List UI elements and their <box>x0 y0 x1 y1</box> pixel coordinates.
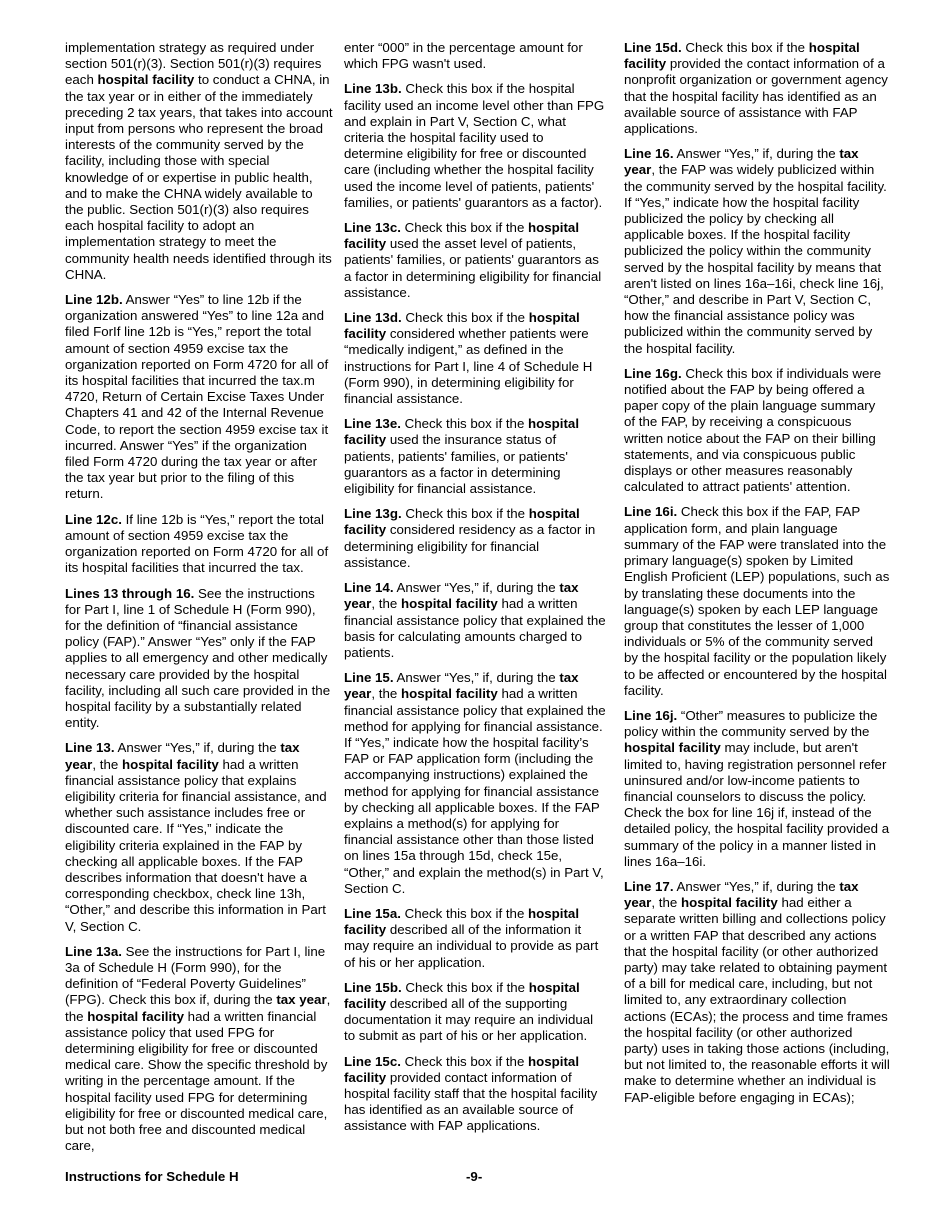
text: , the FAP was widely publicized within the community served by the hospital facility. If “Yes,” indicate how the hospital facility publicized the policy by checking all applicable boxes. If the hospital facility publicized the policy within the community served by the hospital facility by means that aren't listed on lines 16a–16i, check line 16j, “Other,” and describe in Part V, Section C, how the financial assistance policy was publicized within the community served by the hospital facility. <box>624 162 887 356</box>
text-column-3 <box>624 40 890 1115</box>
bold-text: Line 13g. <box>344 506 402 522</box>
bold-text: hospital facility <box>97 72 195 88</box>
text: Check this box if the <box>400 416 529 432</box>
paragraph <box>344 40 606 72</box>
bold-text: Line 13d. <box>344 310 402 326</box>
paragraph <box>344 81 606 211</box>
text: Answer “Yes,” if, during the <box>393 580 560 596</box>
text: had a written financial assistance policy that explained the basis for calculating amounts charged to patients. <box>344 596 606 660</box>
text: Check this box if the <box>401 979 529 995</box>
text: Check this box if individuals were notified about the FAP by being offered a paper copy of the plain language summary of the FAP, by receiving a conspicuous written notice about the FAP on their billing statements, and via conspicuous public displays or other measures reasonably calculated to attract patients' attention. <box>624 365 882 495</box>
text: to conduct a CHNA, in the tax year or in either of the immediately preceding 2 tax years, that takes into account input from persons who represent the broad interests of the community served by the facility, including those with special knowledge of or expertise in public health, and to make the CHNA widely available to the public. Section 501(r)(3) also requires each hospital facility to adopt an implementation strategy to meet the community health needs identified through its CHNA. <box>65 72 333 282</box>
text: Check this box if the <box>401 310 529 326</box>
paragraph <box>624 708 890 870</box>
text: , the <box>371 596 401 612</box>
bold-text: Line 12c. <box>65 511 122 527</box>
paragraph <box>624 146 890 357</box>
text: provided the contact information of a nonprofit organization or government agency that the hospital facility has identified as an available source of assistance with FAP applications. <box>624 56 888 137</box>
paragraph <box>624 40 890 137</box>
paragraph <box>65 740 333 934</box>
bold-text: hospital facility <box>680 895 778 911</box>
text: used the insurance status of patients, patients' families, or patients' guarantors as a factor in determining eligibility for financial assistance. <box>344 432 568 497</box>
bold-text: tax year <box>65 740 300 772</box>
bold-text: tax year <box>624 146 859 178</box>
bold-text: hospital facility <box>344 310 580 342</box>
paragraph <box>624 879 890 1106</box>
text: may include, but aren't limited to, having registration personnel refer uninsured and/or low-income patients to financial counselors to discuss the policy. Check the box for line 16j if, instead of the detailed policy, the hospital facility provided a summary of the policy in a manner listed in lines 16a–16i. <box>624 740 890 869</box>
text: enter “000” in the percentage amount for which FPG wasn't used. <box>344 40 583 72</box>
bold-text: hospital facility <box>344 220 580 252</box>
text: Answer “Yes,” if, during the <box>393 670 560 686</box>
bold-text: hospital facility <box>400 686 498 702</box>
bold-text: tax year <box>624 878 859 911</box>
bold-text: hospital facility <box>344 1053 580 1085</box>
text: considered whether patients were “medically indigent,” as defined in the instructions for Part I, line 4 of Schedule H (Form 990), in determining eligibility for financial assistance. <box>344 326 593 407</box>
text: See the instructions for Part I, line 1 of Schedule H (Form 990), for the definition of “financial assistance policy (FAP).” Answer “Yes” only if the FAP applies to all emergency and other medically necessary care provided by the hospital facility, including all such care provided in the hospital facility by a substantially related entity. <box>65 585 331 731</box>
text: Check this box if the <box>400 1053 529 1069</box>
paragraph <box>344 220 606 301</box>
text-column-1 <box>65 40 333 1163</box>
text: Check this box if the <box>400 220 529 236</box>
bold-text: hospital facility <box>400 596 498 612</box>
text: had either a separate written billing and collections policy or a written FAP that described any actions that the hospital facility (or other authorized party) may take related to obtaining payment of a bill for medical care, including, but not limited to, any extraordinary collection actions (ECAs); the process and time frames the hospital facility (or other authorized party) uses in taking those actions (including, but not limited to, the reasonable efforts it will make to determine whether an individual is FAP-eligible before engaging in ECAs); <box>624 895 890 1105</box>
text: Check this box if the <box>401 506 529 522</box>
bold-text: Line 15. <box>344 670 394 686</box>
bold-text: Line 13a. <box>65 943 122 959</box>
bold-text: Line 13e. <box>344 416 401 432</box>
text: If line 12b is “Yes,” report the total amount of section 4959 excise tax the organization reported on Form 4720 for all of its hospital facilities that incurred the tax. <box>65 511 329 576</box>
paragraph <box>65 944 333 1155</box>
text: See the instructions for Part I, line 3a of Schedule H (Form 990), for the definition of “Federal Poverty Guidelines” (FPG). Check this box if, during the <box>65 943 326 1008</box>
bold-text: Lines 13 through 16. <box>65 585 195 601</box>
bold-text: hospital facility <box>344 979 580 1011</box>
text: Answer “Yes,” if, during the <box>673 146 840 162</box>
text: Answer “Yes” to line 12b if the organization answered “Yes” to line 12a and filed ForIf line 12b is “Yes,” report the total amount of section 4959 excise tax the organization reported on Form 4720 for all of its hospital facilities that incurred the tax.m 4720, Return of Certain Excise Taxes Under Chapters 41 and 42 of the Internal Revenue Code, to report the section 4959 excise tax it incurred. Answer “Yes” if the organization filed Form 4720 during the tax year or after the tax year but prior to the filing of this return. <box>65 292 329 502</box>
bold-text: Line 15b. <box>344 979 402 995</box>
text: described all of the information it may require an individual to provide as part of his or her application. <box>344 922 599 970</box>
paragraph <box>344 980 606 1045</box>
text: , the <box>92 756 122 772</box>
paragraph <box>344 310 606 407</box>
paragraph <box>65 586 333 732</box>
paragraph <box>344 416 606 497</box>
paragraph <box>344 506 606 571</box>
text-column-2 <box>344 40 606 1144</box>
bold-text: Line 13b. <box>344 81 402 97</box>
text: “Other” measures to publicize the policy within the community served by the <box>624 707 878 740</box>
paragraph <box>344 670 606 897</box>
paragraph <box>344 1054 606 1135</box>
text: Check this box if the FAP, FAP application form, and plain language summary of the FAP were translated into the primary language(s) spoken by Limited English Proficient (LEP) populations, such as by translating these documents into the language(s) spoken by each LEP language group that constitutes the lesser of 1,000 individuals or 5% of the community served by the hospital facility or the population likely to be affected or encountered by the hospital facility. <box>624 504 890 698</box>
text: had a written financial assistance policy that explains eligibility criteria for financial assistance, and whether such assistance includes free or discounted care. If “Yes,” indicate the eligibility criteria explained in the FAP by checking all applicable boxes. If the FAP describes information that doesn't have a corresponding checkbox, check line 13h, “Other,” and describe this information in Part V, Section C. <box>65 756 327 934</box>
bold-text: Line 15c. <box>344 1053 401 1069</box>
bold-text: Line 16g. <box>624 365 682 381</box>
bold-text: Line 14. <box>344 580 394 596</box>
bold-text: Line 13. <box>65 740 115 756</box>
text: Answer “Yes,” if, during the <box>673 878 840 894</box>
bold-text: hospital facility <box>344 905 580 938</box>
paragraph <box>65 292 333 503</box>
bold-text: hospital facility <box>87 1008 184 1024</box>
bold-text: Line 16. <box>624 146 674 162</box>
bold-text: Line 13c. <box>344 220 401 236</box>
bold-text: Line 16i. <box>624 504 678 520</box>
bold-text: tax year <box>276 992 327 1008</box>
text: , the <box>371 686 401 702</box>
bold-text: hospital facility <box>344 506 580 538</box>
text: considered residency as a factor in determining eligibility for financial assistance. <box>344 522 596 570</box>
text: Check this box if the <box>400 905 529 921</box>
text: had a written financial assistance policy that explained the method for applying for financial assistance. If “Yes,” indicate how the hospital facility’s FAP or FAP application form (including the accompanying instructions) explained the method for applying for financial assistance by checking all applicable boxes. If the FAP explains a method(s) for applying for financial assistance other than those listed on lines 15a through 15d, check 15e, “Other,” and explain the method(s) in Part V, Section C. <box>344 686 606 896</box>
text: , the <box>65 992 331 1024</box>
bold-text: hospital facility <box>624 40 860 72</box>
text: Check this box if the <box>681 40 809 55</box>
text: provided contact information of hospital facility staff that the hospital facility has identified as an available source of assistance with FAP applications. <box>344 1069 598 1134</box>
paragraph <box>65 512 333 577</box>
text: described all of the supporting documentation it may require an individual to submit as part of his or her application. <box>344 995 594 1044</box>
paragraph <box>624 504 890 698</box>
bold-text: Line 17. <box>624 878 674 894</box>
text: had a written financial assistance policy that used FPG for determining eligibility for free or discounted medical care. Show the specific threshold by writing in the percentage amount. If the hospital facility used FPG for determining eligibility for free or discounted medical care, but not both free and discounted medical care, <box>65 1008 328 1154</box>
bold-text: hospital facility <box>624 740 721 756</box>
page-number: -9- <box>466 1169 483 1184</box>
bold-text: Line 15a. <box>344 905 401 921</box>
bold-text: hospital facility <box>344 416 580 448</box>
paragraph <box>344 580 606 661</box>
text: used the asset level of patients, patients' families, or patients' guarantors as a factor in determining eligibility for financial assistance. <box>344 236 602 300</box>
paragraph <box>65 40 333 283</box>
footer-title: Instructions for Schedule H <box>65 1169 239 1184</box>
paragraph <box>624 366 890 496</box>
text: Check this box if the hospital facility used an income level other than FPG and explain in Part V, Section C, what criteria the hospital facility used to determine eligibility for free or discounted care (including whether the hospital facility used the income level of patients, patients' families, or patients' guarantors as a factor). <box>344 81 605 210</box>
bold-text: Line 16j. <box>624 707 678 723</box>
bold-text: tax year <box>344 670 579 702</box>
text: , the <box>651 895 681 911</box>
bold-text: Line 15d. <box>624 40 682 55</box>
bold-text: hospital facility <box>121 756 219 772</box>
paragraph <box>344 906 606 971</box>
bold-text: tax year <box>344 580 579 612</box>
text: Answer “Yes,” if, during the <box>114 740 281 756</box>
text: implementation strategy as required under section 501(r)(3). Section 501(r)(3) requires each <box>65 40 322 88</box>
bold-text: Line 12b. <box>65 292 123 308</box>
